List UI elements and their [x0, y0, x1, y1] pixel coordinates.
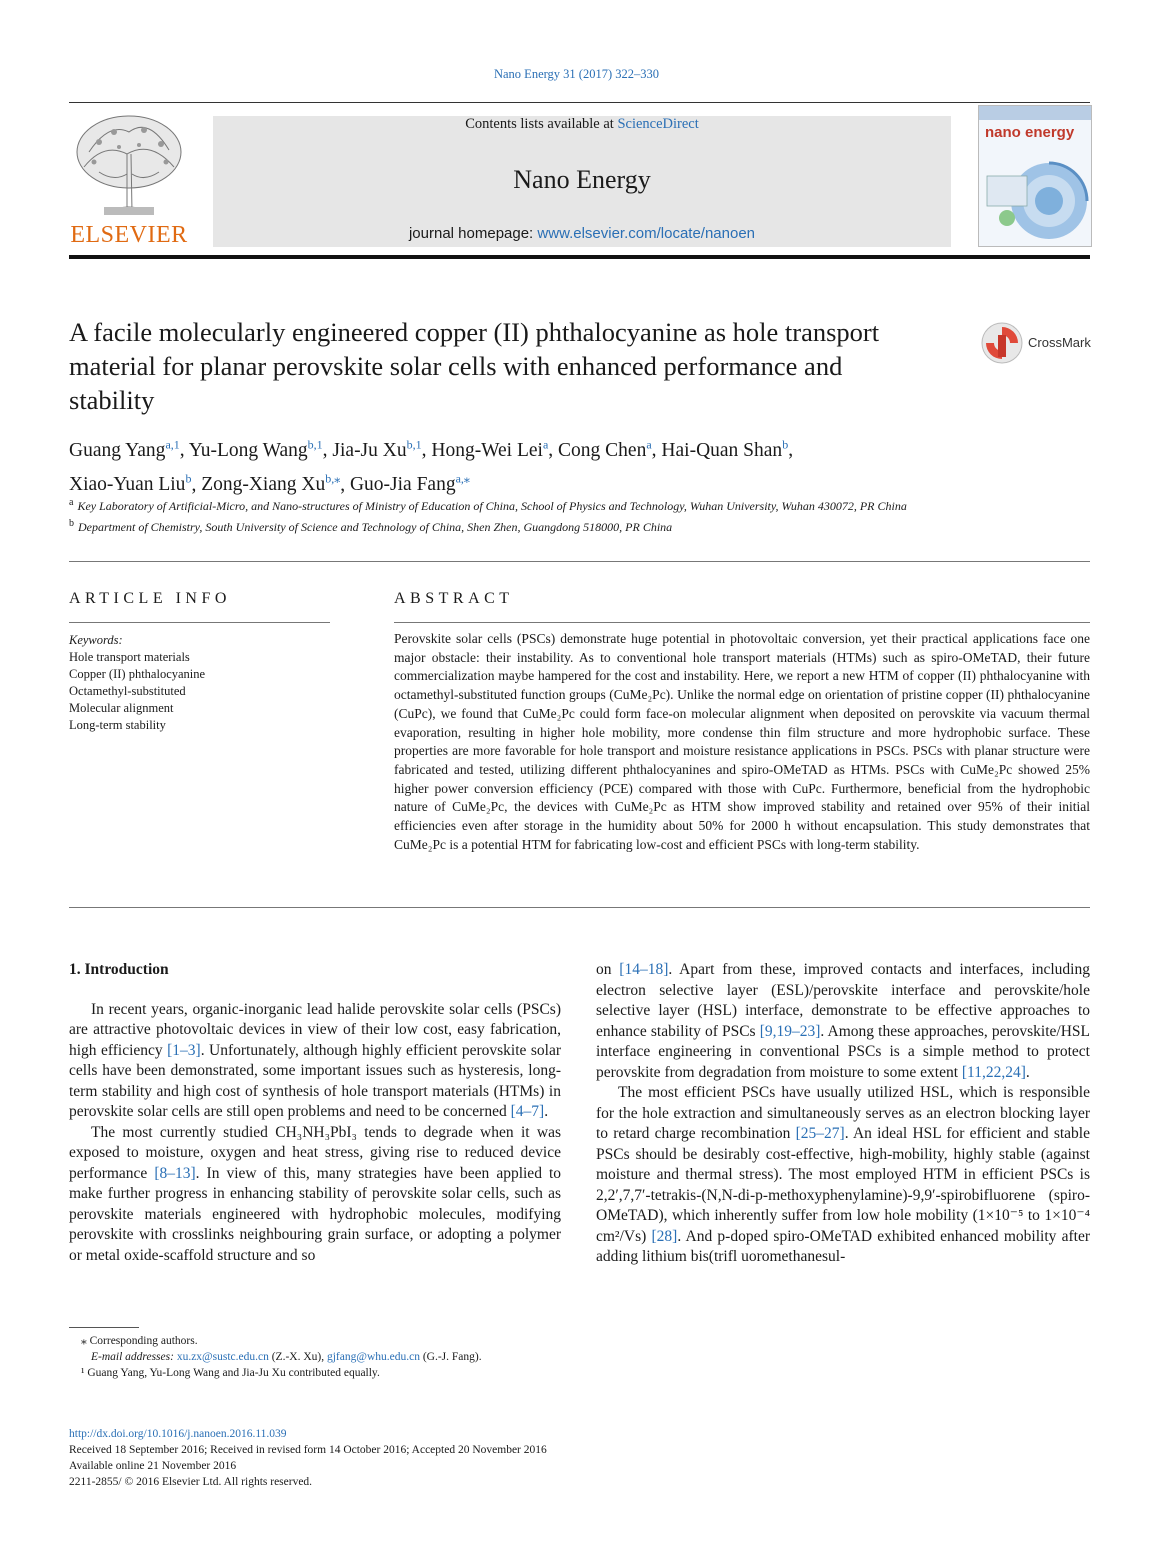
header-rule: [69, 102, 1090, 103]
text-run: on: [596, 961, 620, 978]
author-name: Jia-Ju Xu: [332, 439, 407, 461]
citation-link[interactable]: [11,22,24]: [961, 1063, 1026, 1081]
text-run: The most currently studied CH₃NH₃PbI₃ tends to degrade when it was exposed to moisture, oxygen and heat stress, giving rise to reduced device performance: [69, 1123, 561, 1182]
text-run: .: [1025, 1063, 1030, 1081]
author[interactable]: [558, 437, 652, 461]
journal-cover[interactable]: [978, 105, 1092, 247]
email-owner: (G.-J. Fang).: [419, 1351, 482, 1363]
author-affiliation-mark[interactable]: b: [185, 471, 192, 486]
abstract-text: Perovskite solar cells (PSCs) demonstrate huge potential in photovoltaic conversion, yet their practical applications face one major obstacle: their instability. As to conventional hole transport materials (HTMs) such as spiro-OMeTAD, their future commercialization maybe hampered for the cost and instability. Here, we report a new HTM of copper (II) phthalocyanine with octamethyl-substituted function groups (CuMe₂Pc). Unlike the normal edge on orientation of pristine copper (II) phthalocyanine (CuPc), we found that CuMe₂Pc could form face-on molecular alignment when deposited on perovskite via vacuum thermal evaporation, resulting in higher hole mobility, more condense thin film structure and more hydrophobic surface. These properties are more favorable for hole transport and moisture resistance applications in PSCs. PSCs with planar structure were fabricated and tested, utilizing different phthalocyanines and spiro-OMeTAD as HTMs. PSCs with CuMe₂Pc showed 25% higher power conversion efficiency (PCE) compared with those with CuPc. Furthermore, beneficial from the hydrophobic nature of CuMe₂Pc, the devices with CuMe₂Pc as HTM show improved stability and retained over 95% of their initial efficiencies even after storage in the humidity about 50% for 2000 h without encapsulation. This study demonstrates that CuMe₂Pc is a potential HTM for fabricating low-cost and efficient PSCs with long-term stability.: [394, 631, 1090, 852]
author-name: Zong-Xiang Xu: [201, 474, 326, 495]
text-run: The most efficient PSCs have usually utilized HSL, which is responsible for the hole extraction and simultaneously serves as an electron blocking layer to retard charge recombination: [596, 1084, 1090, 1142]
affiliations: [69, 494, 1069, 536]
author[interactable]: [661, 437, 789, 461]
article-info-rule: [69, 622, 330, 623]
homepage-link[interactable]: www.elsevier.com/locate/nanoen: [537, 225, 756, 242]
affiliation-b: [69, 515, 1069, 536]
citation-link[interactable]: [4–7]: [510, 1103, 545, 1120]
author-name: Hong-Wei Lei: [431, 439, 543, 461]
contents-line: [213, 116, 951, 133]
author[interactable]: [69, 471, 192, 495]
author[interactable]: [349, 471, 470, 495]
email-note: [69, 1349, 669, 1365]
author-affiliation-mark[interactable]: a: [646, 437, 652, 451]
doi-link[interactable]: http://dx.doi.org/10.1016/j.nanoen.2016.11.039: [69, 1428, 287, 1440]
corresponding-note: ⁎ Corresponding authors.: [81, 1335, 198, 1347]
author-name: Guo-Jia Fang: [349, 474, 456, 495]
sciencedirect-link[interactable]: ScienceDirect: [617, 116, 699, 132]
text-run: . And p-doped spiro-OMeTAD exhibited enhanced mobility after adding lithium bis(trifl uoromethanesul-: [596, 1227, 1090, 1265]
body-column-right: [596, 960, 1090, 1268]
citation-link[interactable]: [9,19–23]: [759, 1022, 821, 1040]
author-affiliation-mark[interactable]: b,1: [406, 437, 422, 451]
crossmark-badge[interactable]: [980, 321, 1100, 365]
text-run: . Unfortunately, although highly efficient perovskite solar cells have been demonstrated, some important issues such as hysteresis, long-term stability and high cost of synthesis of hole transport materials (HTMs) in perovskite solar cells are still open problems and need to be concerned: [69, 1041, 562, 1120]
journal-title: Nano Energy: [513, 165, 651, 194]
elsevier-tree-icon: [69, 112, 189, 222]
keyword-item: Molecular alignment: [69, 701, 174, 715]
text-run: . An ideal HSL for efficient and stable PSCs should be desirably cost-effective, high-mobility, highly stable (against moisture and thermal stress). The most employed HTM in efficient PSCs is 2,2′,7,7′-tetrakis-(N,N-di-p-methoxyphenylamine)-9,9′-spirobifluorene (spiro-OMeTAD), which inherently suffer from low hole mobility (1×10⁻⁵ to 1×10⁻⁴ cm²/Vs): [596, 1125, 1090, 1245]
elsevier-logo: [69, 112, 189, 247]
author-name: Cong Chen: [558, 439, 647, 461]
intro-paragraph-2: [69, 1123, 561, 1267]
journal-banner: [213, 116, 951, 247]
intro-paragraph-1: [69, 1000, 561, 1123]
author[interactable]: [201, 471, 341, 495]
abstract-end-rule: [69, 907, 1090, 908]
text-run: . Among these approaches, perovskite/HSL interface engineering in conventional PSCs is a simple method to protect perovskite from degradation from moisture to some extent: [596, 1022, 1090, 1081]
email-label: E-mail addresses:: [91, 1351, 177, 1363]
contents-prefix: Contents lists available at: [465, 116, 618, 132]
article-info-heading: ARTICLE INFO: [69, 590, 231, 607]
affiliation-mark: a: [69, 497, 74, 508]
email-link[interactable]: xu.zx@sustc.edu.cn: [176, 1351, 269, 1363]
author-affiliation-mark[interactable]: b: [782, 437, 789, 451]
affiliation-text: Key Laboratory of Artificial-Micro, and Nano-structures of Ministry of Education of China, School of Physics and Technology, Wuhan University, Wuhan 430072, PR China: [77, 499, 907, 513]
article-title: A facile molecularly engineered copper (II) phthalocyanine as hole transport material for planar perovskite solar cells with enhanced performance and stability: [69, 317, 880, 415]
keyword-item: Copper (II) phthalocyanine: [69, 667, 206, 681]
text-run: . In view of this, many strategies have been applied to make further progress in enhancing stability of perovskite solar cells, such as perovskite materials engineered with hydrophobic molecules, modifying perovskite with crosslinks neighbouring grain surface, or adopting a polymer or metal oxide-scaffold structure and so: [69, 1164, 562, 1264]
publisher-name: ELSEVIER: [70, 222, 188, 248]
article-footer: [69, 1426, 769, 1490]
intro-paragraph-4: [596, 1083, 1090, 1268]
author[interactable]: [332, 437, 422, 461]
author-list: Guang Yang$^{a,1}$, Yu-Long Wang$^{b,1}$, Jia-Ju Xu$^{b,1}$, Hong-Wei Lei$^a$, Cong Chen$^a$, Hai-Quan Shan$^b$, Xiao-Yuan Liu$^b$, Zong-Xiang $Xu^{b,⁎}$, Guo-Jia Fang$^{a,⁎}$: [69, 437, 794, 495]
author-name: Yu-Long Wang: [188, 439, 308, 461]
keywords-label: Keywords:: [69, 633, 123, 647]
author-affiliation-mark[interactable]: a,1: [165, 437, 180, 451]
section-rule: [69, 561, 1090, 562]
keywords-block: [69, 632, 329, 734]
footnote-rule: [69, 1327, 139, 1328]
homepage-line: [213, 225, 951, 242]
citation-link[interactable]: [8–13]: [154, 1164, 196, 1182]
author[interactable]: [69, 437, 180, 461]
journal-citation[interactable]: Nano Energy 31 (2017) 322–330: [493, 67, 660, 81]
keyword-item: Long-term stability: [69, 718, 166, 732]
text-run: . Apart from these, improved contacts and interfaces, including electron selective layer (ESL)/perovskite interface and perovskite/hole selective layer (HSL) interface, demonstrate to be effective approaches to enhance stability of PSCs: [596, 961, 1090, 1040]
equal-contribution-note: ¹ Guang Yang, Yu-Long Wang and Jia-Ju Xu contributed equally.: [81, 1367, 380, 1379]
author[interactable]: [188, 437, 323, 461]
author-name: Guang Yang: [69, 439, 166, 461]
citation-link[interactable]: [14–18]: [619, 961, 669, 978]
intro-paragraph-3: [596, 960, 1090, 1083]
header-thick-rule: [69, 255, 1090, 259]
online-date: Available online 21 November 2016: [69, 1460, 237, 1472]
crossmark-icon: [980, 321, 1024, 365]
footnotes: [69, 1333, 669, 1381]
author-affiliation-mark[interactable]: a,⁎: [455, 471, 470, 486]
keyword-item: Hole transport materials: [69, 650, 190, 664]
received-dates: Received 18 September 2016; Received in revised form 14 October 2016; Accepted 20 November 2016: [69, 1444, 547, 1456]
text-run: .: [544, 1103, 549, 1120]
author-name: Hai-Quan Shan: [661, 439, 783, 461]
author-name: Xiao-Yuan Liu: [69, 474, 186, 495]
abstract-rule: [394, 622, 1090, 623]
abstract-heading: ABSTRACT: [394, 590, 514, 607]
author-affiliation-mark[interactable]: a: [542, 437, 549, 451]
affiliation-mark: b: [69, 518, 74, 529]
crossmark-label: CrossMark: [1028, 335, 1091, 350]
author[interactable]: [431, 437, 549, 461]
intro-heading: 1. Introduction: [69, 961, 169, 978]
cover-title: nano energy: [985, 124, 1075, 141]
affiliation-a: [69, 494, 1069, 515]
homepage-prefix: journal homepage:: [408, 225, 538, 242]
copyright: 2211-2855/ © 2016 Elsevier Ltd. All rights reserved.: [69, 1476, 313, 1488]
author-affiliation-mark[interactable]: b,⁎: [325, 471, 341, 486]
author-affiliation-mark[interactable]: b,1: [307, 437, 323, 451]
citation-link[interactable]: [25–27]: [795, 1125, 845, 1142]
body-column-left: [69, 960, 561, 1266]
affiliation-text: Department of Chemistry, South University of Science and Technology of China, Shen Zhen, Guangdong 518000, PR China: [78, 520, 673, 534]
citation-link[interactable]: [1–3]: [167, 1041, 201, 1059]
citation-link[interactable]: [28]: [651, 1227, 678, 1245]
email-owner: (Z.-X. Xu),: [268, 1351, 327, 1363]
keyword-item: Octamethyl-substituted: [69, 684, 186, 698]
text-run: In recent years, organic-inorganic lead halide perovskite solar cells (PSCs) are attractive photovoltaic devices in view of their low cost, easy fabrication, high efficiency: [69, 1000, 561, 1059]
email-link[interactable]: gjfang@whu.edu.cn: [326, 1351, 420, 1363]
